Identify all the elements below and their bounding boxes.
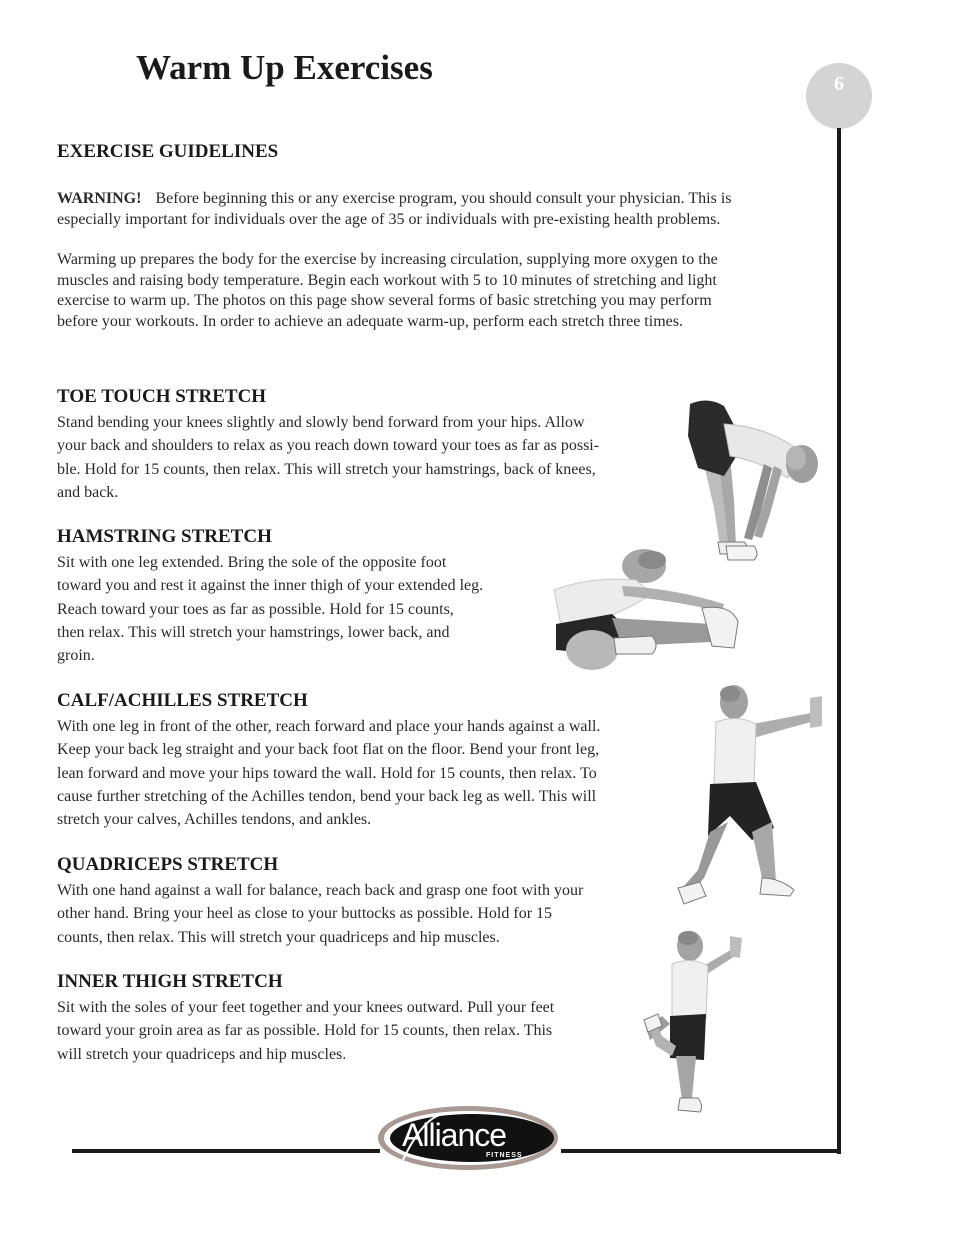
exercise-line: counts, then relax. This will stretch your quadriceps and hip muscles. [57, 928, 500, 946]
right-border-rule [837, 128, 841, 1154]
page-title: Warm Up Exercises [136, 48, 433, 87]
exercise-line: your back and shoulders to relax as you reach down toward your toes as far as possi- [57, 437, 600, 455]
exercise-line: cause further stretching of the Achilles tendon, bend your back leg as well. This will [57, 787, 597, 805]
bottom-border-rule-left [72, 1149, 380, 1153]
exercise-line: Reach toward your toes as far as possible. Hold for 15 counts, [57, 600, 454, 618]
exercise-line: and back. [57, 483, 119, 501]
exercise-heading-quadriceps: QUADRICEPS STRETCH [57, 854, 279, 875]
exercise-line: groin. [57, 647, 95, 665]
exercise-heading-toe-touch: TOE TOUCH STRETCH [57, 386, 267, 407]
exercise-heading-inner-thigh: INNER THIGH STRETCH [57, 971, 283, 992]
warning-paragraph [57, 189, 837, 230]
warning-line: Before beginning this or any exercise program, you should consult your physician. This is [155, 190, 732, 207]
calf-achilles-photo [676, 682, 826, 914]
exercise-line: toward you and rest it against the inner thigh of your extended leg. [57, 577, 484, 595]
logo-subtext: FITNESS [486, 1152, 523, 1159]
exercise-text-quadriceps [57, 879, 583, 949]
logo-wordmark: Alliance [402, 1117, 507, 1153]
intro-line: before your workouts. In order to achieve an adequate warm-up, perform each stretch three times. [57, 312, 683, 330]
hamstring-stretch-photo [552, 546, 744, 674]
guidelines-heading: EXERCISE GUIDELINES [57, 141, 279, 162]
intro-line: Warming up prepares the body for the exercise by increasing circulation, supplying more oxygen to the [57, 251, 718, 268]
exercise-heading-calf-achilles: CALF/ACHILLES STRETCH [57, 690, 308, 711]
exercise-line: With one hand against a wall for balance, reach back and grasp one foot with your [57, 882, 584, 899]
exercise-text-calf-achilles [57, 715, 600, 831]
exercise-line: other hand. Bring your heel as close to your buttocks as possible. Hold for 15 [57, 905, 553, 923]
warning-label: WARNING! [57, 190, 142, 207]
bottom-border-rule-right [561, 1149, 841, 1153]
page-number-badge [806, 63, 872, 129]
exercise-line: Sit with the soles of your feet together and your knees outward. Pull your feet [57, 999, 555, 1016]
exercise-line: toward your groin area as far as possible. Hold for 15 counts, then relax. This [57, 1022, 553, 1040]
exercise-line: ble. Hold for 15 counts, then relax. This will stretch your hamstrings, back of knees, [57, 460, 596, 478]
exercise-line: Sit with one leg extended. Bring the sole of the opposite foot [57, 554, 447, 571]
quadriceps-stretch-photo [642, 928, 752, 1120]
exercise-text-hamstring [57, 551, 483, 667]
exercise-heading-hamstring: HAMSTRING STRETCH [57, 526, 272, 547]
exercise-text-inner-thigh [57, 996, 554, 1066]
warning-line: especially important for individuals over the age of 35 or individuals with pre-existing health problems. [57, 210, 721, 228]
exercise-line: Stand bending your knees slightly and slowly bend forward from your hips. Allow [57, 414, 585, 431]
intro-line: exercise to warm up. The photos on this page show several forms of basic stretching you may perform [57, 292, 712, 309]
exercise-line: lean forward and move your hips toward the wall. Hold for 15 counts, then relax. To [57, 764, 597, 782]
exercise-line: will stretch your quadriceps and hip muscles. [57, 1045, 347, 1063]
exercise-line: With one leg in front of the other, reach forward and place your hands against a wall. [57, 718, 601, 735]
toe-touch-photo [684, 396, 824, 564]
exercise-line: then relax. This will stretch your hamstrings, lower back, and [57, 623, 450, 641]
intro-paragraph [57, 250, 837, 332]
intro-line: muscles and raising body temperature. Begin each workout with 5 to 10 minutes of stretching and light [57, 271, 717, 289]
page-number: 6 [834, 73, 844, 95]
exercise-line: stretch your calves, Achilles tendons, and ankles. [57, 811, 372, 829]
exercise-text-toe-touch [57, 411, 599, 504]
exercise-line: Keep your back leg straight and your back foot flat on the floor. Bend your front leg, [57, 741, 600, 759]
alliance-fitness-logo [376, 1104, 560, 1172]
